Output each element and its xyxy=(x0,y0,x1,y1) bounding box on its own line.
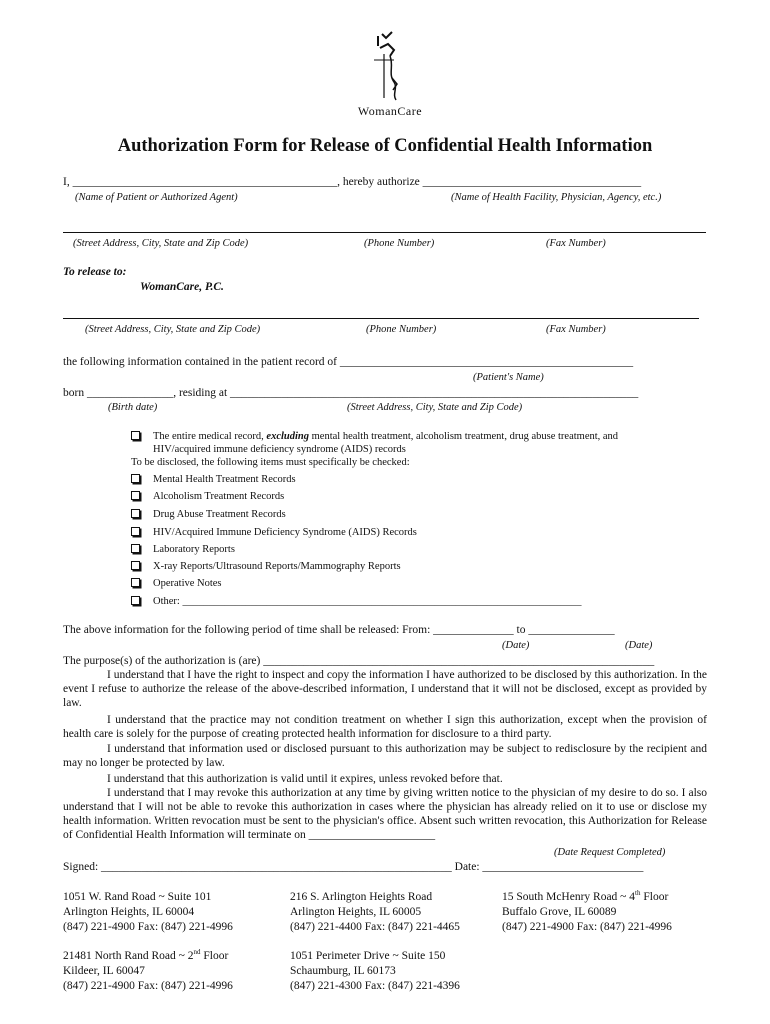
authorize-line: I, ______________________________________________, hereby authorize ______________________________________ xyxy=(63,176,642,188)
caption-fax-1: (Fax Number) xyxy=(546,238,606,249)
checklist-item-label: Drug Abuse Treatment Records xyxy=(153,509,286,520)
checklist-item xyxy=(131,473,296,486)
paragraph-valid-until: I understand that this authorization is valid until it expires, unless revoked before that. xyxy=(107,773,503,785)
office-address-part: 21481 North Rand Road ~ 2 xyxy=(63,950,194,962)
caption-address-2: (Street Address, City, State and Zip Code) xyxy=(85,324,261,335)
office-perimeter-drive xyxy=(290,949,460,994)
checkbox-other[interactable] xyxy=(131,596,140,605)
checkbox-laboratory[interactable] xyxy=(131,544,140,553)
excluding-text: excluding xyxy=(266,431,309,442)
caption-residence-address: (Street Address, City, State and Zip Code) xyxy=(347,402,523,413)
checklist-item-label: HIV/Acquired Immune Deficiency Syndrome (AIDS) Records xyxy=(153,527,417,538)
entire-record-text: The entire medical record, xyxy=(153,431,267,442)
signature-line: Signed: _____________________________________________________________ Date: ____________________________ xyxy=(63,861,644,873)
office-city: Schaumburg, IL 60173 xyxy=(290,965,396,977)
caption-address-1: (Street Address, City, State and Zip Code) xyxy=(73,238,249,249)
caption-to-date: (Date) xyxy=(625,640,653,651)
paragraph-revoke: I understand that I may revoke this authorization at any time by giving written notice to the physician of my desire to do so. I also understand that I will not be able to revoke this authorization in cases where the physician has already relied on it to use or disclose my health information. Written revocation must be sent to the physician's office. Absent such written revocation, this Authorization for Release of Confidential Health Information will terminate on ______________________ xyxy=(63,787,707,841)
office-address: 216 S. Arlington Heights Road xyxy=(290,891,433,903)
period-line: The above information for the following period of time shall be released: From: ______________ to _______________ xyxy=(63,624,615,636)
checklist-item xyxy=(131,560,401,573)
floor-ordinal: th xyxy=(635,889,641,898)
office-address xyxy=(502,890,672,905)
caption-phone-1: (Phone Number) xyxy=(364,238,435,249)
paragraph-redisclosure: I understand that information used or disclosed pursuant to this authorization may be subject to redisclosure by the recipient and may no longer be protected by law. xyxy=(63,743,707,769)
office-city: Arlington Heights, IL 60005 xyxy=(290,906,422,918)
checkbox-xray[interactable] xyxy=(131,561,140,570)
office-address-floor: Floor xyxy=(200,950,229,962)
checkbox-drug-abuse[interactable] xyxy=(131,509,140,518)
checkbox-hiv-aids[interactable] xyxy=(131,527,140,536)
floor-ordinal: nd xyxy=(193,948,201,957)
checklist-item xyxy=(131,508,286,521)
checklist-item-label: Laboratory Reports xyxy=(153,544,235,555)
caption-facility-name: (Name of Health Facility, Physician, Agency, etc.) xyxy=(451,192,662,203)
checklist-item xyxy=(131,595,581,608)
address-line-1 xyxy=(63,232,706,233)
office-phone: (847) 221-4900 Fax: (847) 221-4996 xyxy=(63,980,233,992)
office-north-rand-road xyxy=(63,949,233,994)
caption-birth-date: (Birth date) xyxy=(108,402,158,413)
checkbox-mental-health[interactable] xyxy=(131,474,140,483)
office-city: Kildeer, IL 60047 xyxy=(63,965,145,977)
office-phone: (847) 221-4400 Fax: (847) 221-4465 xyxy=(290,921,460,933)
office-phone: (847) 221-4300 Fax: (847) 221-4396 xyxy=(290,980,460,992)
checkbox-entire-record[interactable] xyxy=(131,431,140,440)
office-address-floor: Floor xyxy=(640,891,669,903)
entire-record-suffix: mental health treatment, alcoholism treatment, drug abuse treatment, and xyxy=(309,431,619,442)
paragraph-no-condition: I understand that the practice may not condition treatment on whether I sign this authorization, except when the provision of health care is solely for the purpose of creating protected health information for disclosure to a third party. xyxy=(63,714,707,740)
caption-phone-2: (Phone Number) xyxy=(366,324,437,335)
caption-fax-2: (Fax Number) xyxy=(546,324,606,335)
page-title: Authorization Form for Release of Confidential Health Information xyxy=(117,136,653,156)
caption-from-date: (Date) xyxy=(502,640,530,651)
caption-patient-name-2: (Patient's Name) xyxy=(473,372,544,383)
release-to-label: To release to: xyxy=(63,266,127,278)
office-city: Buffalo Grove, IL 60089 xyxy=(502,906,617,918)
caption-patient-name: (Name of Patient or Authorized Agent) xyxy=(75,192,238,203)
purpose-line: The purpose(s) of the authorization is (are) ____________________________________________________________________ xyxy=(63,655,655,667)
checklist-item-label: Alcoholism Treatment Records xyxy=(153,491,285,502)
paragraph-right-to-inspect: I understand that I have the right to inspect and copy the information I have authorized to be disclosed by this authorization. In the event I refuse to authorize the release of the above-described information, I understand that it will not be disclosed, except as provided by law. xyxy=(63,669,707,709)
office-address-part: 15 South McHenry Road ~ 4 xyxy=(502,891,636,903)
office-address: 1051 Perimeter Drive ~ Suite 150 xyxy=(290,950,446,962)
checklist-item xyxy=(131,490,284,503)
checkbox-operative-notes[interactable] xyxy=(131,578,140,587)
office-phone: (847) 221-4900 Fax: (847) 221-4996 xyxy=(502,921,672,933)
checklist-note: To be disclosed, the following items must specifically be checked: xyxy=(131,457,410,468)
checklist-entire-record xyxy=(131,430,618,443)
checklist-item xyxy=(131,526,417,539)
checklist-item-label: Operative Notes xyxy=(153,578,222,589)
office-address xyxy=(63,949,233,964)
checklist-item xyxy=(131,577,222,590)
checklist-item-label: Mental Health Treatment Records xyxy=(153,474,296,485)
checkbox-alcoholism[interactable] xyxy=(131,491,140,500)
address-line-2 xyxy=(63,318,699,319)
office-mchenry-road xyxy=(502,890,672,935)
office-arlington-heights-road xyxy=(290,890,460,935)
logo-wordmark: WomanCare xyxy=(357,104,423,118)
checklist-item-label: Other: ____________________________________________________________________________ xyxy=(153,596,582,607)
checklist-item-label: X-ray Reports/Ultrasound Reports/Mammography Reports xyxy=(153,561,401,572)
office-phone: (847) 221-4900 Fax: (847) 221-4996 xyxy=(63,921,233,933)
patient-record-line: the following information contained in the patient record of ___________________________________________________ xyxy=(63,356,634,368)
born-line: born _______________, residing at _______________________________________________________________________ xyxy=(63,387,639,399)
office-city: Arlington Heights, IL 60004 xyxy=(63,906,195,918)
office-address: 1051 W. Rand Road ~ Suite 101 xyxy=(63,891,212,903)
checklist-item xyxy=(131,543,235,556)
caption-date-request-completed: (Date Request Completed) xyxy=(554,847,666,858)
release-to-name: WomanCare, P.C. xyxy=(140,281,224,293)
office-rand-road xyxy=(63,890,233,935)
entire-record-line2: HIV/acquired immune deficiency syndrome (AIDS) records xyxy=(153,444,406,455)
